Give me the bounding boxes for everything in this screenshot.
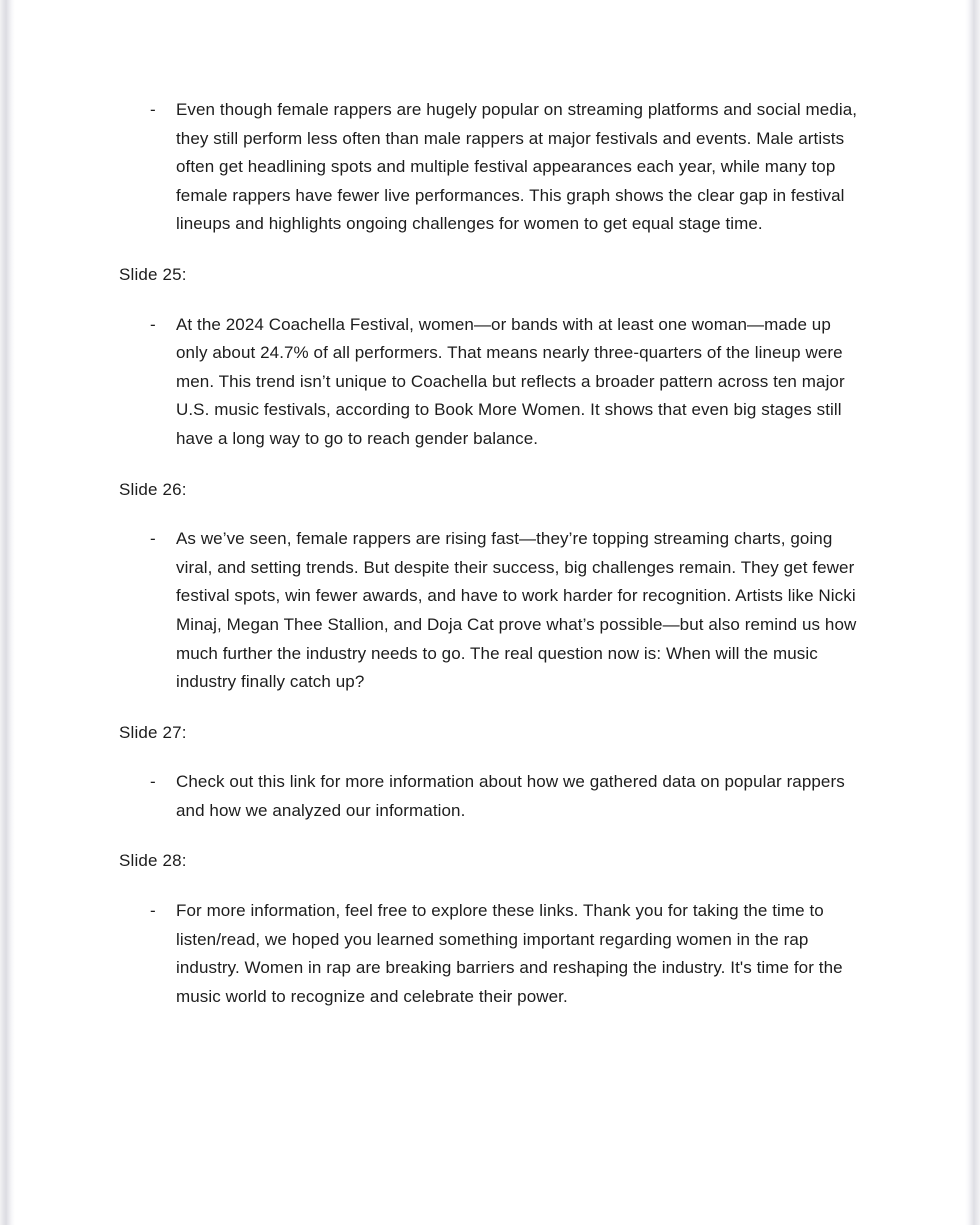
bullet-dash-icon: - (150, 529, 156, 549)
list-item-text: At the 2024 Coachella Festival, women—or bands with at least one woman—made up only about 24.7% of all performers. That means nearly three-quarters of the lineup were men. This trend isn’t unique to Coachella but reflects a broader pattern across ten major U.S. music festivals, according to Book More Women. It shows that even big stages still have a long way to go to reach gender balance. (176, 314, 845, 448)
slide-label-27: Slide 27: (119, 722, 187, 742)
bullet-dash-icon: - (150, 772, 156, 792)
list-item-text: Check out this link for more information about how we gathered data on popular rappers and how we analyzed our information. (176, 772, 845, 820)
list-item-text: For more information, feel free to explore these links. Thank you for taking the time to listen/read, we hoped you learned something important regarding women in the rap industry. Women in rap are breaking barriers and reshaping the industry. It's time for the music world to recognize and celebrate their power. (176, 901, 843, 1006)
speaker-notes-body (119, 96, 864, 1011)
bullet-dash-icon: - (150, 901, 156, 921)
list-item-text: As we’ve seen, female rappers are rising fast—they’re topping streaming charts, going viral, and setting trends. But despite their success, big challenges remain. They get fewer festival spots, win fewer awards, and have to work harder for recognition. Artists like Nicki Minaj, Megan Thee Stallion, and Doja Cat prove what’s possible—but also remind us how much further the industry needs to go. The real question now is: When will the music industry finally catch up? (176, 529, 857, 692)
list-item (119, 96, 864, 239)
list-item-text: Even though female rappers are hugely popular on streaming platforms and social media, they still perform less often than male rappers at major festivals and events. Male artists often get headlining spots and multiple festival appearances each year, while many top female rappers have fewer live performances. This graph shows the clear gap in festival lineups and highlights ongoing challenges for women to get equal stage time. (176, 100, 858, 234)
list-item (119, 525, 864, 697)
bullet-dash-icon: - (150, 100, 156, 119)
slide-label-26: Slide 26: (119, 479, 187, 499)
list-item (119, 311, 864, 454)
list-item (119, 768, 864, 825)
slide-label-28: Slide 28: (119, 851, 187, 871)
list-item (119, 897, 864, 1011)
slide-label-25: Slide 25: (119, 264, 187, 284)
bullet-dash-icon: - (150, 314, 156, 334)
